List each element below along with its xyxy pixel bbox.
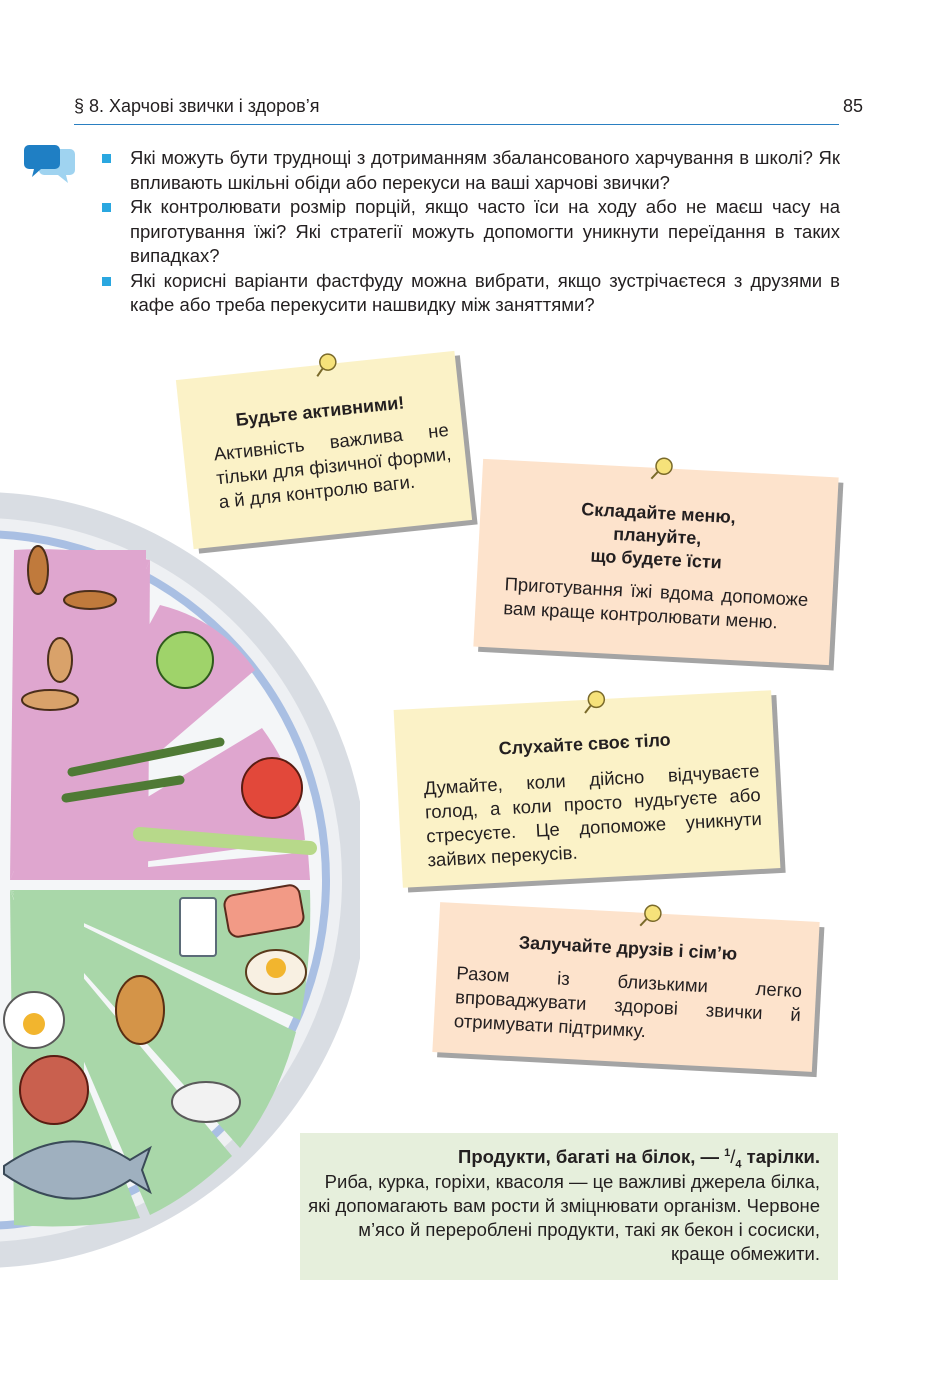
- pushpin-icon: [648, 456, 675, 483]
- pushpin-icon: [637, 903, 664, 930]
- note-title: Залучайте друзів і сім’ю: [518, 932, 738, 964]
- note-plan-menu: [473, 459, 838, 665]
- note-body: Приготування їжі вдома допоможе вам краще контролювати меню.: [502, 573, 809, 633]
- bullet-icon: [102, 154, 111, 163]
- protein-body: Риба, курка, горіхи, квасоля — це важливі джерела білка, які допомагають вам рости й зміцнювати організм. Червоне м’ясо й перероблені продукти, такі як бекон і сосиски, краще обмежити.: [308, 1171, 820, 1264]
- page-header: [74, 94, 863, 125]
- note-be-active: [176, 351, 472, 549]
- bullet-icon: [102, 277, 111, 286]
- question-item: Які можуть бути труднощі з дотриманням збалансованого харчування в школі? Як впливають шкільні обіди або перекуси на ваші харчові звички?: [100, 146, 840, 195]
- question-item: Як контролювати розмір порцій, якщо часто їси на ходу або не маєш часу на приготування їжі? Які стратегії можуть допомогти уникнути переїдання в таких випадках?: [100, 195, 840, 269]
- note-body: Думайте, коли дійсно відчуваєте голод, а коли просто нудьгуєте або стресуєте. Це допоможе уникнути зайвих перекусів.: [423, 759, 763, 871]
- section-title: § 8. Харчові звички і здоров’я: [74, 96, 320, 116]
- bullet-icon: [102, 203, 111, 212]
- note-title: Будьте активними!: [234, 392, 406, 431]
- pushpin-icon: [581, 689, 608, 716]
- note-involve-family: [432, 902, 819, 1072]
- page-number: 85: [842, 96, 863, 116]
- note-title: Складайте меню, плануйте, що будете їсти: [580, 499, 737, 573]
- discussion-icon: [24, 143, 76, 187]
- pushpin-icon: [312, 351, 341, 380]
- note-body: Активність важлива не тільки для фізичної форми, а й для контролю ваги.: [212, 418, 453, 513]
- note-body: Разом із близькими легко впроваджувати здорові звички й отримувати підтримку.: [453, 962, 803, 1042]
- question-item: Які корисні варіанти фастфуду можна вибрати, якщо зустрічаєтеся з друзями в кафе або треба перекусити нашвидку між заняттями?: [100, 269, 840, 318]
- discussion-questions: [100, 146, 840, 318]
- note-title: Слухайте своє тіло: [498, 729, 672, 759]
- note-listen-body: [394, 690, 781, 888]
- protein-info-box: [300, 1133, 838, 1280]
- protein-title: Продукти, багаті на білок, — $^1/_4$ тарілки.: [458, 1146, 820, 1171]
